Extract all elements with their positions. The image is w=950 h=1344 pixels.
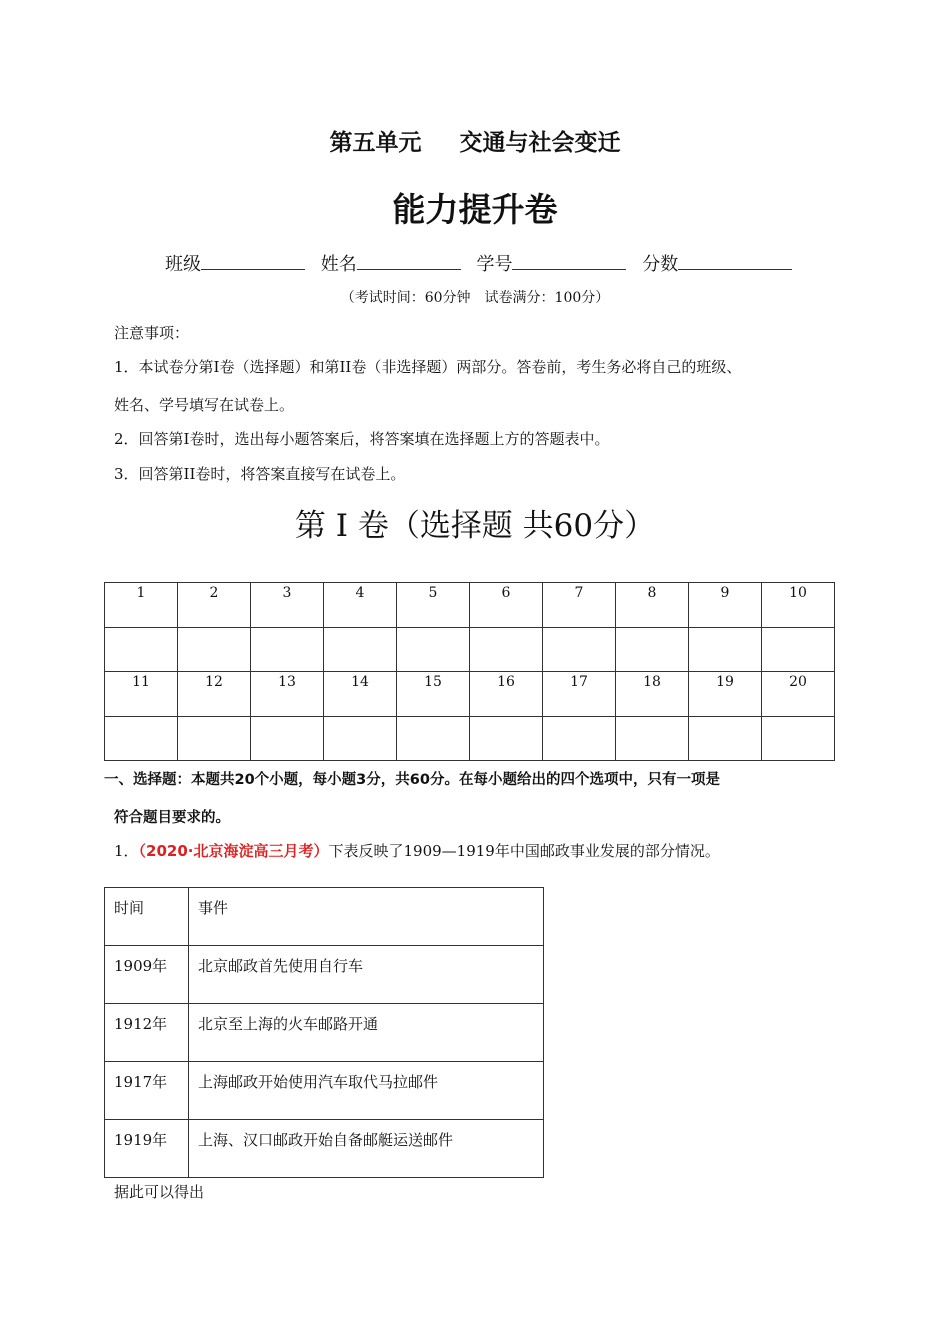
answer-number-row [105, 583, 835, 628]
name-blank[interactable] [357, 251, 461, 270]
cell-year: 1909年 [105, 946, 189, 1004]
question-number-cell: 16 [470, 672, 543, 717]
unit-heading [0, 124, 950, 157]
question-number-cell: 1 [105, 583, 178, 628]
question-number-cell: 14 [324, 672, 397, 717]
student-id-blank[interactable] [512, 251, 626, 270]
student-id-label: 学号 [476, 254, 513, 275]
table-header-row [105, 888, 544, 946]
cell-event: 上海、汉口邮政开始自备邮艇运送邮件 [189, 1120, 544, 1178]
question-number-cell: 20 [762, 672, 835, 717]
answer-number-row [105, 672, 835, 717]
answer-cell[interactable] [324, 627, 397, 672]
question-number-cell: 7 [543, 583, 616, 628]
answer-cell[interactable] [251, 627, 324, 672]
cell-year: 1919年 [105, 1120, 189, 1178]
student-id-field[interactable] [476, 254, 626, 275]
cell-event: 上海邮政开始使用汽车取代马拉邮件 [189, 1062, 544, 1120]
header-event: 事件 [189, 888, 544, 946]
unit-number: 第五单元 [329, 130, 422, 156]
score-field[interactable] [642, 254, 792, 275]
question-number-cell: 3 [251, 583, 324, 628]
answer-cell[interactable] [762, 627, 835, 672]
class-label: 班级 [165, 254, 201, 275]
cell-event: 北京至上海的火车邮路开通 [189, 1004, 544, 1062]
question-number-cell: 15 [397, 672, 470, 717]
table-row [105, 1004, 544, 1062]
question-number-cell: 18 [616, 672, 689, 717]
answer-cell[interactable] [543, 627, 616, 672]
question-number-cell: 5 [397, 583, 470, 628]
answer-input-row [105, 716, 835, 761]
answer-cell[interactable] [105, 627, 178, 672]
question-text: 下表反映了1909—1919年中国邮政事业发展的部分情况。 [328, 842, 720, 860]
score-blank[interactable] [678, 251, 792, 270]
answer-cell[interactable] [616, 627, 689, 672]
question-number-cell: 4 [324, 583, 397, 628]
answer-table [104, 582, 835, 761]
events-table [104, 887, 544, 1178]
note-item: 姓名、学号填写在试卷上。 [114, 396, 295, 414]
cell-year: 1912年 [105, 1004, 189, 1062]
header-time: 时间 [105, 888, 189, 946]
answer-cell[interactable] [324, 716, 397, 761]
answer-cell[interactable] [397, 627, 470, 672]
cell-event: 北京邮政首先使用自行车 [189, 946, 544, 1004]
question-number-cell: 10 [762, 583, 835, 628]
question-source: （2020·北京海淀高三月考） [138, 842, 329, 860]
answer-cell[interactable] [543, 716, 616, 761]
unit-title: 交通与社会变迁 [459, 130, 621, 156]
question-number-cell: 12 [178, 672, 251, 717]
answer-cell[interactable] [689, 716, 762, 761]
notes-heading: 注意事项： [114, 324, 190, 342]
note-item: 3．回答第II卷时，将答案直接写在试卷上。 [114, 465, 406, 483]
answer-cell[interactable] [178, 627, 251, 672]
question-number-cell: 11 [105, 672, 178, 717]
question-1-stem [114, 840, 720, 861]
conclusion-text: 据此可以得出 [114, 1183, 205, 1201]
answer-cell[interactable] [470, 716, 543, 761]
class-blank[interactable] [201, 251, 305, 270]
table-row [105, 946, 544, 1004]
question-number-cell: 9 [689, 583, 762, 628]
page-title: 能力提升卷 [392, 190, 558, 229]
answer-input-row [105, 627, 835, 672]
note-item: 1．本试卷分第I卷（选择题）和第II卷（非选择题）两部分。答卷前，考生务必将自己的班级、 [114, 358, 742, 376]
class-field[interactable] [165, 254, 305, 275]
instructions-line: 符合题目要求的。 [114, 810, 230, 826]
question-number-cell: 8 [616, 583, 689, 628]
exam-info: （考试时间：60分钟 试卷满分：100分） [340, 290, 610, 306]
student-info-fields [165, 250, 802, 276]
answer-cell[interactable] [689, 627, 762, 672]
cell-year: 1917年 [105, 1062, 189, 1120]
answer-cell[interactable] [178, 716, 251, 761]
answer-cell[interactable] [470, 627, 543, 672]
question-number-cell: 19 [689, 672, 762, 717]
note-item: 2．回答第I卷时，选出每小题答案后，将答案填在选择题上方的答题表中。 [114, 430, 610, 448]
question-number-cell: 6 [470, 583, 543, 628]
question-number: 1． [114, 842, 139, 860]
answer-cell[interactable] [616, 716, 689, 761]
score-label: 分数 [642, 254, 679, 275]
question-number-cell: 13 [251, 672, 324, 717]
question-number-cell: 17 [543, 672, 616, 717]
name-label: 姓名 [320, 254, 357, 275]
table-row [105, 1062, 544, 1120]
answer-cell[interactable] [762, 716, 835, 761]
answer-cell[interactable] [251, 716, 324, 761]
question-number-cell: 2 [178, 583, 251, 628]
instructions-line: 一、选择题：本题共20个小题，每小题3分，共60分。在每小题给出的四个选项中，只有一项是 [104, 772, 720, 788]
table-row [105, 1120, 544, 1178]
answer-cell[interactable] [397, 716, 470, 761]
name-field[interactable] [321, 254, 461, 275]
section-title: 第 I 卷（选择题 共60分） [294, 508, 656, 544]
answer-cell[interactable] [105, 716, 178, 761]
